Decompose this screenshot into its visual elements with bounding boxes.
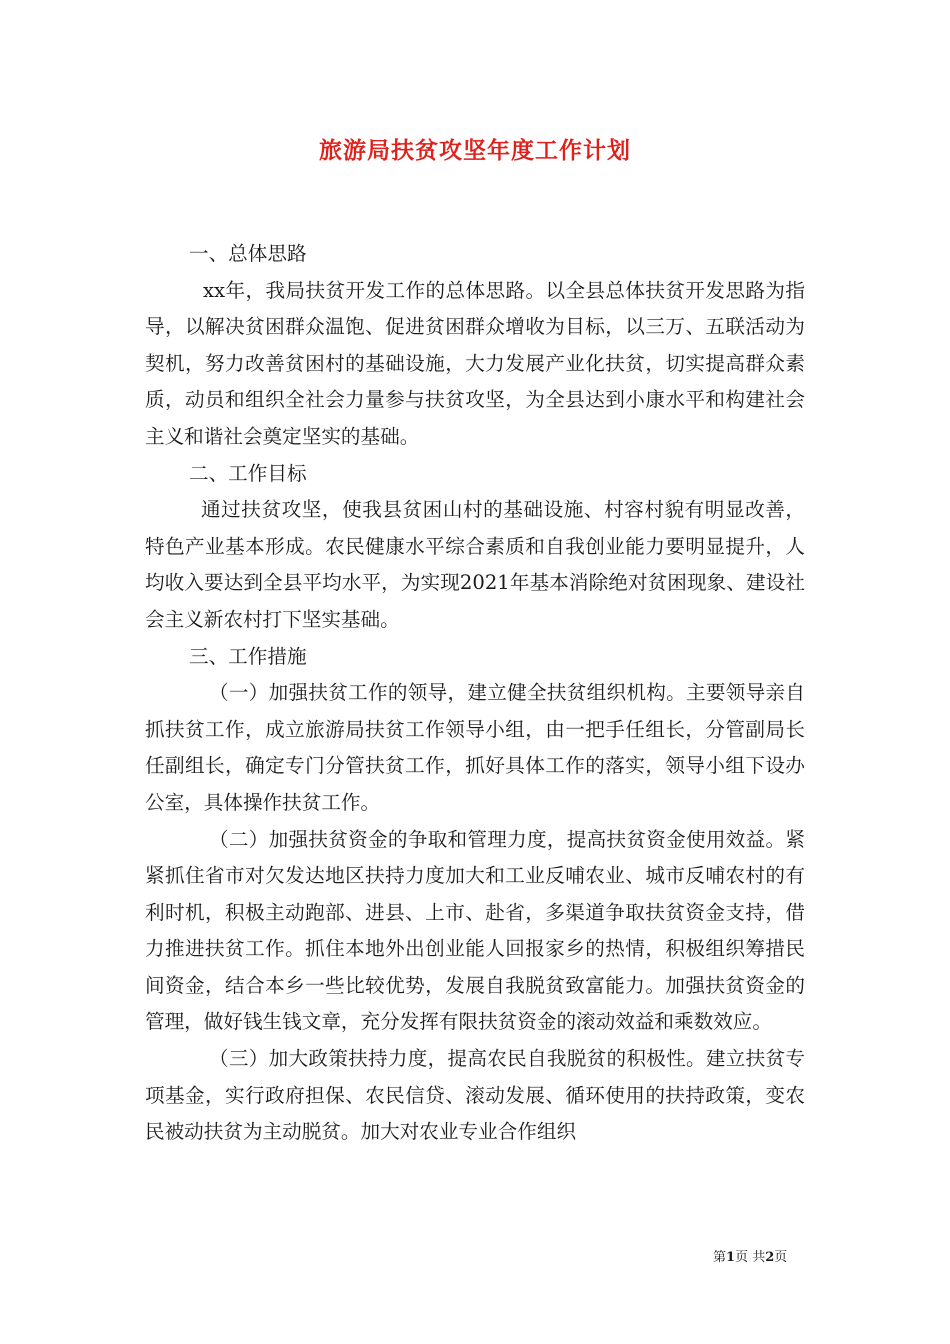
paragraph-measure-1: （一）加强扶贫工作的领导，建立健全扶贫组织机构。主要领导亲自抓扶贫工作，成立旅游局扶贫工作领导小组，由一把手任组长，分管副局长任副组长，确定专门分管扶贫工作，抓好具体工作的落实，领导小组下设办公室，具体操作扶贫工作。 bbox=[145, 681, 805, 814]
section-heading-overall-approach: 一、总体思路 bbox=[189, 242, 307, 265]
section-heading-work-measures: 三、工作措施 bbox=[189, 644, 307, 668]
footer-total-pages: 2 bbox=[765, 1250, 775, 1265]
footer-middle: 页 共 bbox=[735, 1250, 766, 1265]
footer-suffix: 页 bbox=[774, 1250, 788, 1265]
document-body bbox=[145, 236, 805, 1151]
paragraph-overall-approach: xx年，我局扶贫开发工作的总体思路。以全县总体扶贫开发思路为指导，以解决贫困群众温饱、促进贫困群众增收为目标，以三万、五联活动为契机，努力改善贫困村的基础设施，大力发展产业化扶贫，切实提高群众素质，动员和组织全社会力量参与扶贫攻坚，为全县达到小康水平和构建社会主义和谐社会奠定坚实的基础。 bbox=[145, 278, 805, 448]
footer-current-page: 1 bbox=[726, 1250, 736, 1265]
paragraph-measure-2: （二）加强扶贫资金的争取和管理力度，提高扶贫资金使用效益。紧紧抓住省市对欠发达地区扶持力度加大和工业反哺农业、城市反哺农村的有利时机，积极主动跑部、进县、上市、赴省，多渠道争取扶贫资金支持，借力推进扶贫工作。抓住本地外出创业能人回报家乡的热情，积极组织筹措民间资金，结合本乡一些比较优势，发展自我脱贫致富能力。加强扶贫资金的管理，做好钱生钱文章，充分发挥有限扶贫资金的滚动效益和乘数效应。 bbox=[145, 827, 805, 1034]
page-number-footer bbox=[713, 1246, 787, 1265]
paragraph-work-goals: 通过扶贫攻坚，使我县贫困山村的基础设施、村容村貌有明显改善，特色产业基本形成。农民健康水平综合素质和自我创业能力要明显提升，人均收入要达到全县平均水平，为实现2021年基本消除绝对贫困现象、建设社会主义新农村打下坚实基础。 bbox=[145, 498, 805, 631]
footer-prefix: 第 bbox=[713, 1250, 727, 1265]
paragraph-measure-3: （三）加大政策扶持力度，提高农民自我脱贫的积极性。建立扶贫专项基金，实行政府担保、农民信贷、滚动发展、循环使用的扶持政策，变农民被动扶贫为主动脱贫。加大对农业专业合作组织 bbox=[145, 1047, 805, 1144]
document-title: 旅游局扶贫攻坚年度工作计划 bbox=[319, 137, 631, 164]
section-heading-work-goals: 二、工作目标 bbox=[189, 461, 307, 485]
